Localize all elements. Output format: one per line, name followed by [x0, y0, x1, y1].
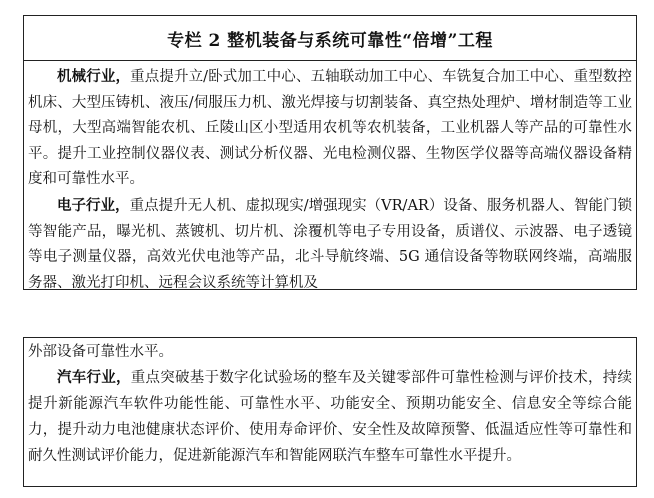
paragraph-text-electronics: 重点提升无人机、虚拟现实/增强现实（VR/AR）设备、服务机器人、智能门锁等智能产品，曝光机、蒸镀机、切片机、涂覆机等电子专用设备，质谱仪、示波器、电子透镜等电子测量仪器，高效光伏电池等产品，北斗导航终端、5G 通信设备等物联网终端，高端服务器、激光打印机、远程会议系统等计算机及 [28, 197, 632, 291]
industry-lead-machinery: 机械行业， [57, 68, 131, 85]
column-body-continued [24, 338, 636, 469]
paragraph-automotive [28, 365, 632, 469]
column-title: 专栏 2 整机装备与系统可靠性“倍增”工程 [24, 16, 636, 61]
paragraph-machinery [28, 64, 632, 193]
column-box-2-continued [23, 337, 637, 487]
industry-lead-electronics: 电子行业， [57, 196, 130, 214]
paragraph-electronics [28, 193, 632, 296]
column-body [24, 61, 636, 296]
industry-lead-automotive: 汽车行业， [57, 369, 131, 386]
continuation-line: 外部设备可靠性水平。 [28, 344, 173, 360]
paragraph-text-automotive: 重点突破基于数字化试验场的整车及关键零部件可靠性检测与评价技术，持续提升新能源汽车软件功能性能、可靠性水平、功能安全、预期功能安全、信息安全等综合能力，提升动力电池健康状态评价、使用寿命评价、安全性及故障预警、低温适应性等可靠性和耐久性测试评价能力，促进新能源汽车和智能网联汽车整车可靠性水平提升。 [28, 370, 632, 464]
paragraph-text-machinery: 重点提升立/卧式加工中心、五轴联动加工中心、车铣复合加工中心、重型数控机床、大型压铸机、液压/伺服压力机、激光焊接与切割装备、真空热处理炉、增材制造等工业母机，大型高端智能农机、丘陵山区小型适用农机等农机装备，工业机器人等产品的可靠性水平。提升工业控制仪器仪表、测试分析仪器、光电检测仪器、生物医学仪器等高端仪器设备精度和可靠性水平。 [28, 69, 632, 188]
column-box-2 [23, 15, 637, 290]
